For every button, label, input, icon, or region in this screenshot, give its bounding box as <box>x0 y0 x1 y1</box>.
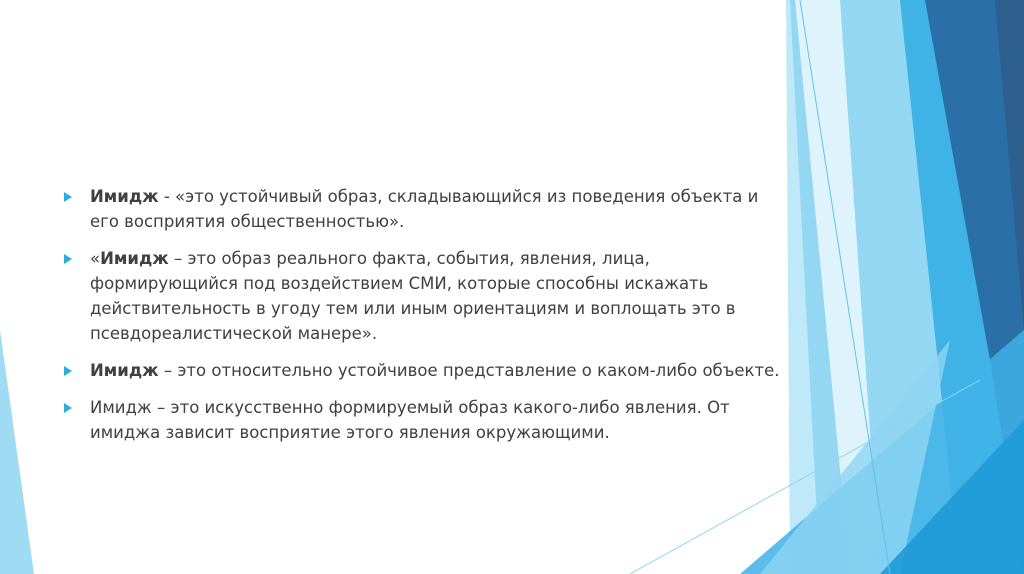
term: Имидж <box>100 249 169 268</box>
triangle-bullet-icon <box>64 192 72 202</box>
definition: - «это устойчивый образ, складывающийся из поведения объекта и его восприятия общественностью». <box>90 187 759 231</box>
definition: Имидж – это искусственно формируемый образ какого-либо явления. От имиджа зависит восприятие этого явления окружающими. <box>90 398 730 442</box>
definition: – это образ реального факта, события, явления, лица, формирующийся под воздействием СМИ, которые способны искажать действительность в угоду тем или иным ориентациям и воплощать это в псевдореалистической манере». <box>90 249 736 343</box>
left-accent-strip <box>0 330 34 574</box>
triangle-bullet-icon <box>64 403 72 413</box>
list-item <box>64 395 784 445</box>
triangle-bullet-icon <box>64 366 72 376</box>
definition: – это относительно устойчивое представление о каком-либо объекте. <box>158 361 780 380</box>
list-item <box>64 184 784 234</box>
list-item <box>64 358 784 383</box>
term: Имидж <box>90 361 159 380</box>
term: Имидж <box>90 187 159 206</box>
list-item <box>64 246 784 346</box>
quote-prefix: « <box>90 249 101 268</box>
bullet-list <box>64 184 784 457</box>
triangle-bullet-icon <box>64 254 72 264</box>
